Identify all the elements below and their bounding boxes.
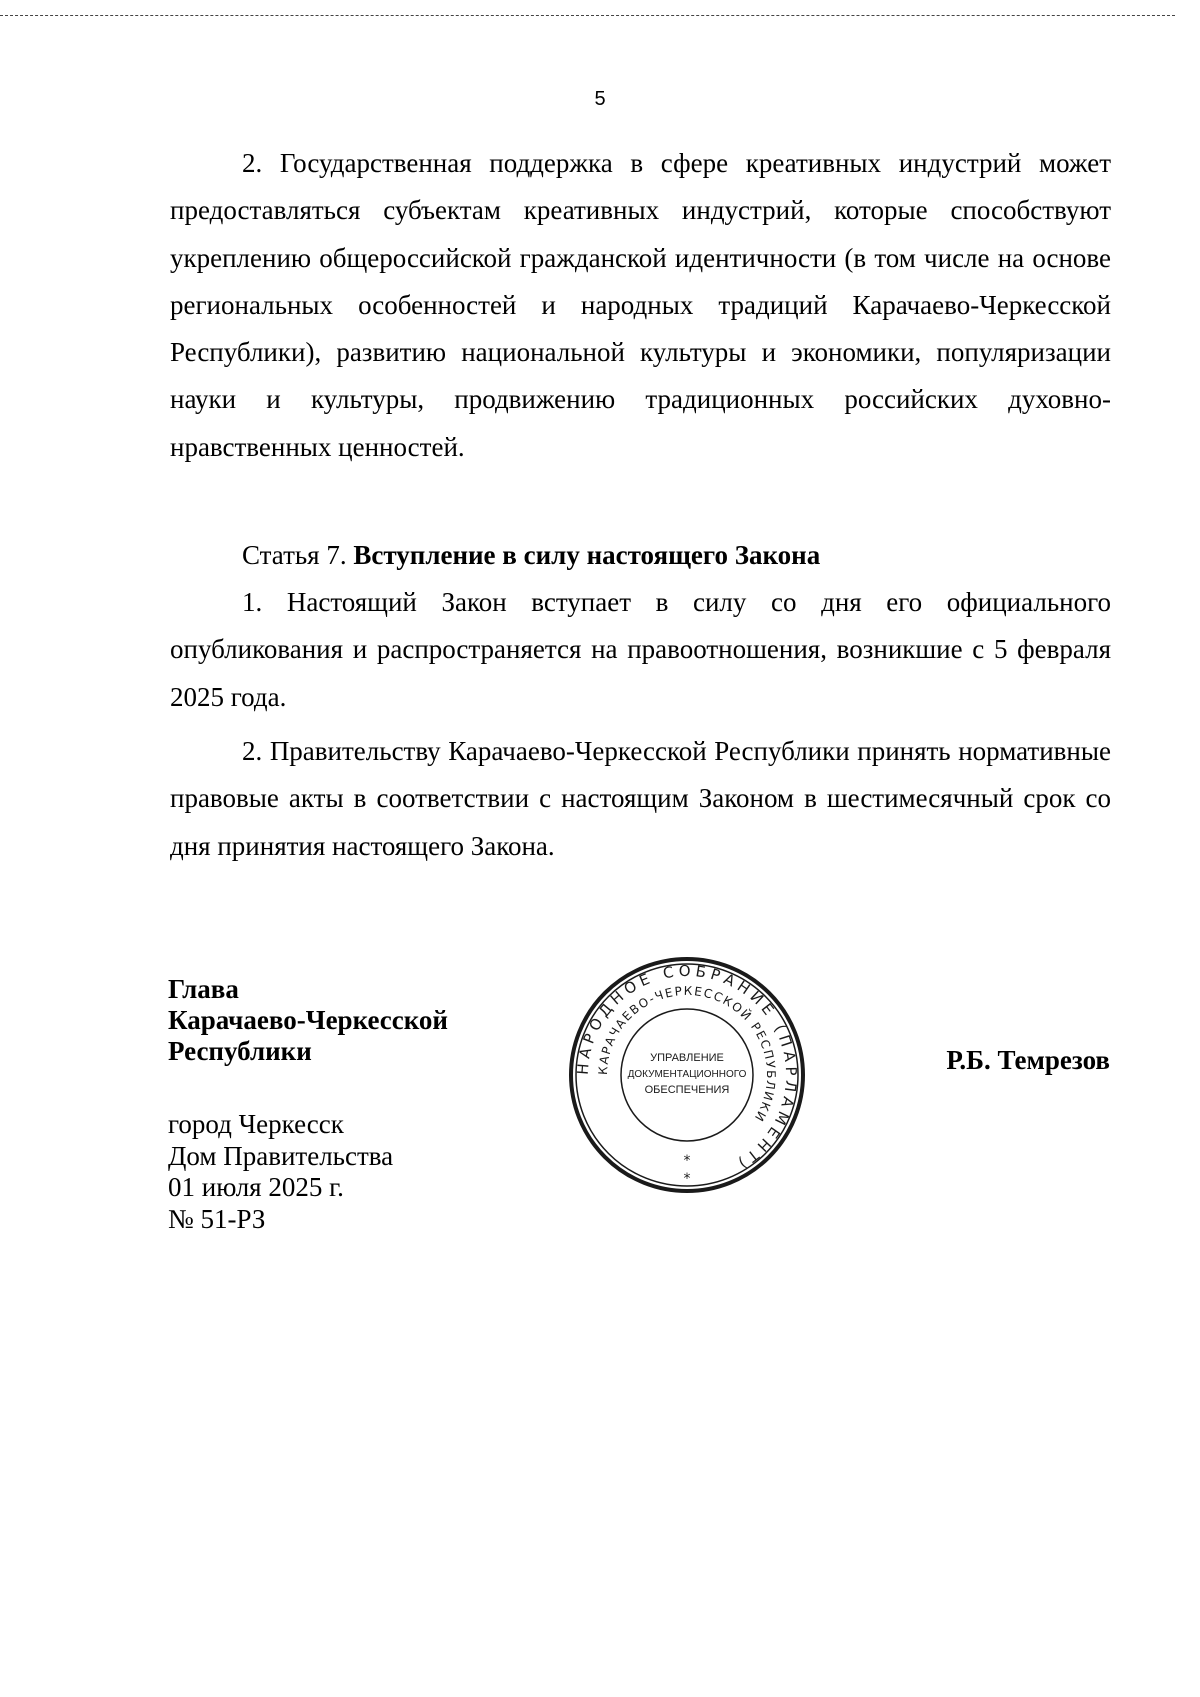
svg-text:КАРАЧАЕВО-ЧЕРКЕССКОЙ РЕСПУБЛИК: КАРАЧАЕВО-ЧЕРКЕССКОЙ РЕСПУБЛИКИ: [595, 983, 779, 1125]
signatory-title-line: Республики: [168, 1036, 312, 1066]
paragraph-text: 2. Правительству Карачаево-Черкесской Республики принять нормативные правовые акты в соответствии с настоящим Законом в шестимесячный срок со дня принятия настоящего Закона.: [170, 736, 1111, 861]
place-building: Дом Правительства: [168, 1140, 394, 1171]
place-city: город Черкесск: [168, 1109, 344, 1139]
signatory-title: [168, 974, 448, 1067]
scan-top-rule: [0, 15, 1175, 16]
svg-text:НАРОДНОЕ СОБРАНИЕ (ПАРЛАМЕНТ): НАРОДНОЕ СОБРАНИЕ (ПАРЛАМЕНТ): [573, 961, 801, 1175]
article-paragraph-2: [170, 728, 1111, 870]
article-title: Вступление в силу настоящего Закона: [353, 540, 821, 570]
svg-text:*: *: [683, 1171, 691, 1187]
paragraph-text: 1. Настоящий Закон вступает в силу со дня его официального опубликования и распространяется на правоотношения, возникшие с 5 февраля 2025 года.: [170, 587, 1111, 712]
article-paragraph-1: [170, 579, 1111, 721]
page-number: 5: [594, 88, 606, 110]
signer-name: Р.Б. Темрезов: [946, 1045, 1110, 1075]
place-and-date: [168, 1109, 393, 1235]
document-number: № 51-РЗ: [168, 1203, 266, 1234]
paragraph-creative-industries: [170, 140, 1111, 471]
signatory-title-line: Глава: [168, 974, 239, 1004]
official-seal: [567, 955, 807, 1195]
article-heading: [170, 532, 1183, 579]
article-number: Статья 7.: [242, 540, 347, 570]
svg-text:ДОКУМЕНТАЦИОННОГО: ДОКУМЕНТАЦИОННОГО: [627, 1069, 747, 1080]
svg-text:*: *: [683, 1153, 691, 1169]
svg-text:ОБЕСПЕЧЕНИЯ: ОБЕСПЕЧЕНИЯ: [644, 1084, 730, 1096]
svg-text:УПРАВЛЕНИЕ: УПРАВЛЕНИЕ: [650, 1052, 724, 1064]
signatory-title-line: Карачаево-Черкесской: [168, 1005, 448, 1035]
document-date: 01 июля 2025 г.: [168, 1172, 344, 1202]
paragraph-text: 2. Государственная поддержка в сфере креативных индустрий может предоставляться субъектам креативных индустрий, которые способствуют укреплению общероссийской гражданской идентичности (в том числе на основе региональных особенностей и народных традиций Карачаево-Черкесской Республики), развитию национальной культуры и экономики, популяризации науки и культуры, продвижению традиционных российских духовно-нравственных ценностей.: [170, 148, 1111, 462]
